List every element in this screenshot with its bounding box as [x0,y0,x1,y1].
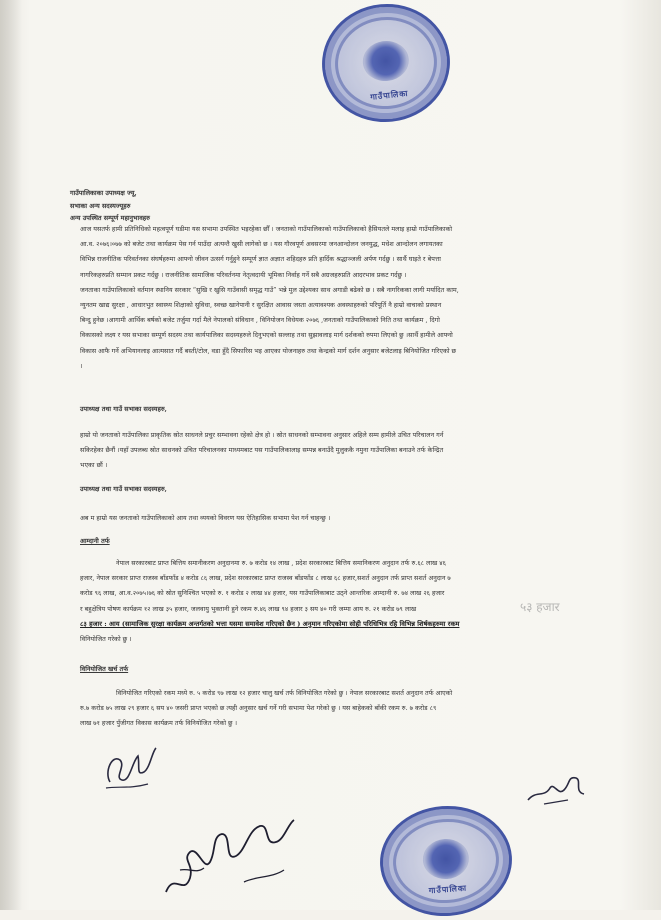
intro-paragraph [80,222,612,374]
section-heading-members-2: उपाध्यक्ष तथा गाउँ सभाका सदस्यहरु, [80,485,167,493]
paragraph-line: नागरिकहरुप्रति सम्मान प्रकट गर्दछु । राजनीतिक सामाजिक परिवर्तनमा नेतृत्वदायी भूमिका निर्वाह गर्ने सबै अग्रजहरुप्रति आदरभाव प्रकट गर्दछु । [80,270,407,279]
income-heading: आम्दानी तर्फ [80,537,110,545]
paragraph-line: आ.व. २०७६।०७७ को बजेट तथा कार्यक्रम पेस गर्न पाउँदा अत्यन्तै खुसी लागेको छ । यस गौरवपूर्ण अवसरमा जनआन्दोलन जनयुद्ध, मधेश आन्दोलन लगायतका [80,240,443,249]
seal-emblem-icon [361,38,411,83]
signature-bottom [160,812,300,904]
official-seal-bottom [376,802,515,920]
paragraph-line: न्युनतम खाद्य सुरक्षा , आधारभुत स्वास्थ्य शिक्षाको सुविधा, स्वच्छ खानेपानी र सुरक्षित आवास जस्ता अत्यावश्यक अवस्थाहरुको परिपूर्ति नै हाम्रो वाचाको प्रस्थान [80,301,442,310]
paragraph-line: अब म हाम्रो यस जनताको गाउँपालिकाको आय तथा व्ययको विवरण यस ऐतिहासिक सभामा पेश गर्न चाहन्छु । [80,514,331,522]
paragraph-line: लाख ७१ हजार पुँजीगत विकास कार्यक्रम तर्फ विनियोजित गरेको छु । [80,719,237,728]
expense-heading: विनियोजित खर्च तर्फ [80,665,129,673]
seal-emblem-icon [422,837,471,880]
paragraph-line: हाम्रो यो जनताको गाउँपालिका प्राकृतिक स्रोत साधनले प्रचुर सम्भावना रहेको क्षेत्र हो । स्रोत साधनको सम्भावना अनुसार अहिले सम्म हामीले उचित परिचालन गर्न [80,431,444,439]
paragraph-line: विनियोजित गरिएको रकम मध्ये रु. ५ करोड ९७ लाख १२ हजार चालु खर्च तर्फ विनियोजित गरेको छु । नेपाल सरकारबाट सशर्त अनुदान तर्फ आएको [116,689,453,697]
paragraph-line: हजार, नेपाल सरकार प्राप्त राजस्व बाँडफाँड ४ करोड ८६ लाख, प्रदेश सरकारबाट प्राप्त राजस्व बाँडफाँड ८ लाख ६८ हजार,सशर्त अनुदान तर्फ प्राप्त सशर्त अनुदान ७ [80,574,451,583]
signature-left [100,742,160,794]
paragraph-line: र बहुक्षेत्रिय पोषण कार्यक्रम १२ लाख ३५ हजार, जलवायु भुक्तानी हुने रकम रु.४६ लाख ९४ हजार ३ सय ४० गरी जम्मा आय रु. २१ करोड ७९ लाख [80,604,417,613]
section-heading-members: उपाध्यक्ष तथा गाउँ सभाका सदस्यहरु, [80,405,167,413]
paragraph-line: नेपाल सरकारबाट प्राप्त बित्तिय समानीकरण अनुदानमा रु. ७ करोड १४ लाख , प्रदेश सरकारबाट बित्तिय समानिकरण अनुदान तर्फ रु.६८ लाख ४६ [116,559,446,567]
paragraph-line: विकासको लक्ष्य र यस सभाका सम्पूर्ण सदस्य तथा कार्यपालिका सदस्यहरुले दिनुभएको सल्लाह तथा सुझावलाइ मार्ग दर्शकको रुपमा लिएको छु ।सार्थै हामीले आफ्नो [80,331,453,340]
paragraph-line: विकास आफै गर्ने अभियानलाइ आत्मसात गर्दै बस्ती/टोल, वडा हुँदै सिफारिस भइ आएका योजनाहरु तथा केन्द्रको मार्ग दर्शन अनुसार बजेटलाइ बिनियोजित गरिएको छ [80,346,457,355]
salutation-line-2: सभाका अन्य सदस्यज्यूहरु [70,202,131,210]
paragraph-line: विनियोजित गरेको छु । [80,635,132,644]
pencil-note: ५३ हजार [520,600,560,614]
seal-text-bottom: गाउँपालिका [428,883,468,896]
paragraph-line: बिन्दु हुनेछ ।आगामी आर्थिक बर्षको बजेट तर्जुमा गर्दा मैले नेपालको संविधान , विनियोजन विधेयक २०७६ ,जनताको गाउँपालिकाको निति तथा कार्यक्रम , दिगो [80,316,440,325]
signature-right [524,770,590,810]
paragraph-line: विभिन्न राजनीतिक परिवर्तनका संघर्षहरुमा आफ्नो जीवन उत्सर्ग गर्नुहुने सम्पूर्ण ज्ञात अज्ञात शहिदहरु प्रति हार्दिक श्रद्धाञ्जली अर्पण गर्दछु । सार्थै घाइते र बेपत्ता [80,255,441,264]
paragraph-line: करोड ९६ लाख, आ.व.२०७५।७६ को स्रोत सुनिश्चित भएको रु. १ करोड २ लाख ४४ हजार, यस गाउँपालिकाबाट उठ्ने आन्तरिक आम्दानी रु. ७४ लाख २६ हजार [80,589,445,598]
binder-shadow [0,0,22,910]
expense-paragraph [80,686,612,732]
budget-intro-paragraph [80,511,612,526]
seal-text-top: गाउँपालिका [369,88,409,102]
paragraph-line: । [80,361,83,370]
paragraph-line: जनताका गाउँपालिकाको वर्तमान स्थानिय सरकार “सुखि र खुसि गाउँवासी समृद्ध गाउँ” भन्ने मुल उद्देश्यका साथ अगाडी बढेको छ । सबै नागरिकका लागी मर्यादित काम, [80,285,459,294]
salutation-line-1: गाउँपालिकाका उपाध्यक्ष ज्यू, [70,189,137,197]
official-seal-top [316,0,456,128]
paragraph-line: आज यसतर्फ हामी प्रतिनिधिको महत्वपूर्ण घडीमा यस सभामा उपस्थित भइरहेका छौँ । जनताको गाउँपालिकाको गाउँपालिकाको हैसियतले मलाइ हाम्रो गाउँपालिकाको [80,225,453,233]
paragraph-line: सकिरहेका छैनौं ।यहाँ उपलब्ध स्रोत साधनको उचित परिचालनका माध्यमबाट यस गाउँपालिकालाइ सम्पन्न बनाउँदै मुलुककै नमुना गाउँपालिका बनाउने तर्फ केन्द्रित [80,446,444,455]
salutation-line-3: अन्य उपस्थित सम्पूर्ण महानुभावहरु [70,214,150,222]
paragraph-line: भएका छौं । [80,461,108,470]
resources-paragraph [80,428,612,474]
income-total-line: ८३ हजार : आय (सामाजिक सुरक्षा कार्यक्रम अन्तर्गतको भत्ता यसमा समावेश गरिएको छैन ) अनुमान गरिएकोमा सोही परिधिभित्र रहि विभिन्न शिर्षकहरुमा रकम [80,619,460,628]
paragraph-line: रु.७ करोड ७५ लाख २९ हजार ६ सय ४० जसरी प्राप्त भएको छ त्यही अनुसार खर्च गर्ने गरी सभामा पेश गरेको छु । यस बाहेकको बाँकी रकम रु. ७ करोड ८९ [80,704,437,713]
